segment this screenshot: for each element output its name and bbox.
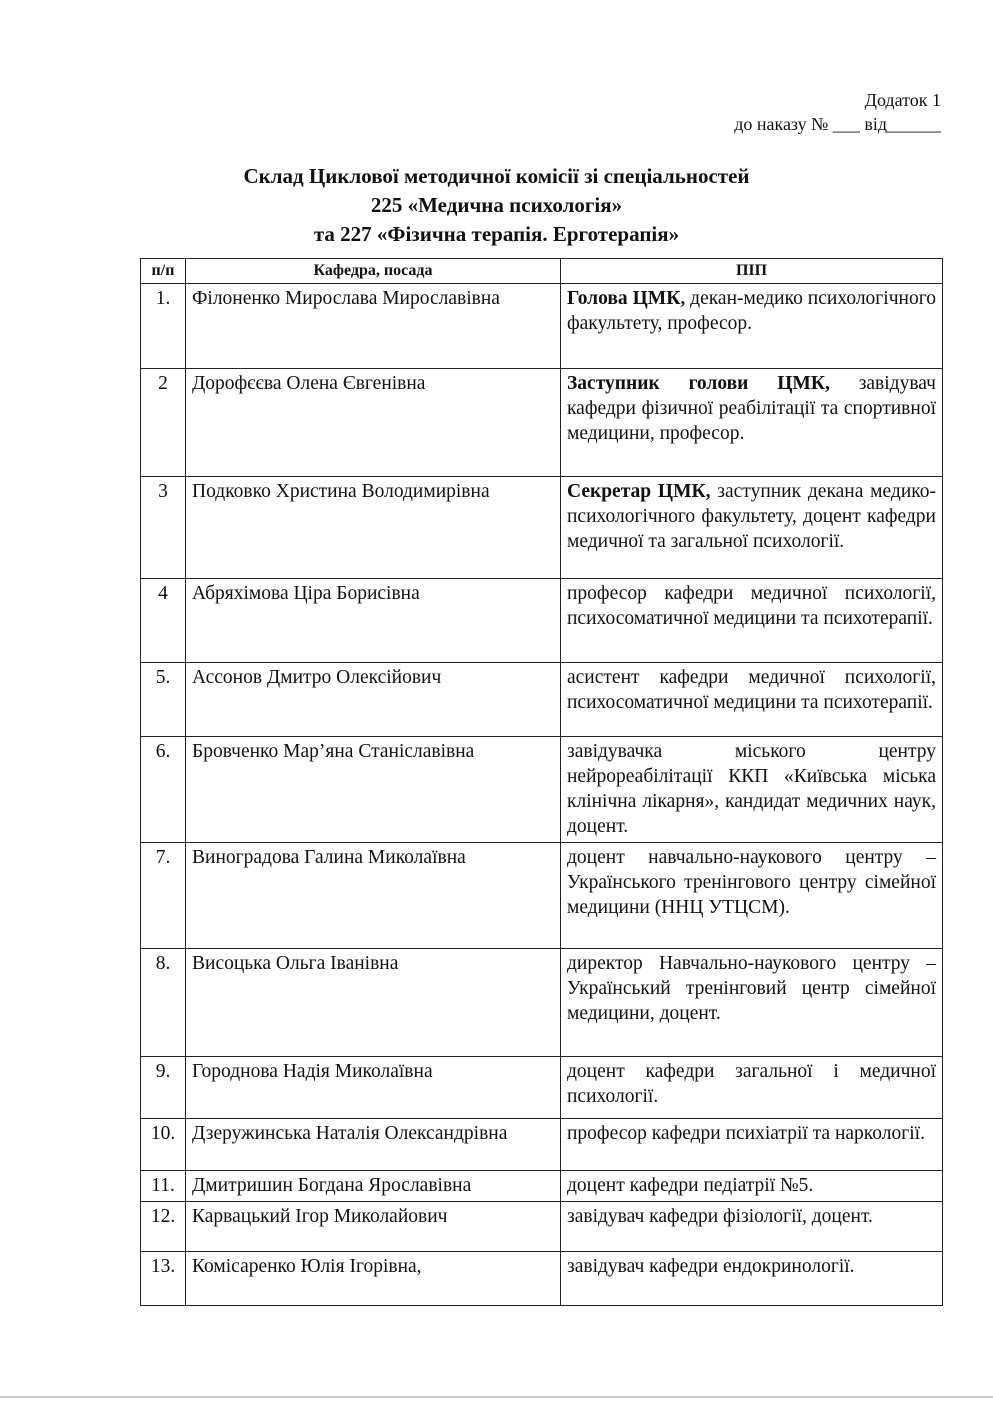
- position-description: заступник декана медико-психологічного факультету, доцент кафедри медичної та загальної психології.: [567, 481, 936, 552]
- member-name: Городнова Надія Миколаївна: [186, 1057, 561, 1119]
- row-number: 11.: [141, 1171, 186, 1202]
- member-position: [561, 737, 943, 843]
- position-description: доцент кафедри педіатрії №5.: [567, 1175, 814, 1196]
- member-position: [561, 843, 943, 949]
- position-description: декан-медико психологічного факультету, професор.: [567, 288, 936, 334]
- document-title: [0, 162, 993, 249]
- row-number: 12.: [141, 1202, 186, 1252]
- member-name: Дзеружинська Наталія Олександрівна: [186, 1119, 561, 1171]
- position-description: професор кафедри медичної психології, психосоматичної медицини та психотерапії.: [567, 583, 936, 629]
- header-number: п/п: [141, 259, 186, 284]
- row-number: 1.: [141, 284, 186, 369]
- member-position: [561, 369, 943, 477]
- member-name: Комісаренко Юлія Ігорівна,: [186, 1252, 561, 1306]
- row-number: 4: [141, 579, 186, 663]
- row-number: 13.: [141, 1252, 186, 1306]
- member-position: [561, 1171, 943, 1202]
- row-number: 5.: [141, 663, 186, 737]
- row-number: 10.: [141, 1119, 186, 1171]
- table-row: [141, 1252, 943, 1306]
- row-number: 2: [141, 369, 186, 477]
- member-position: [561, 949, 943, 1057]
- commission-role: Заступник голови ЦМК,: [567, 373, 830, 394]
- member-position: [561, 1057, 943, 1119]
- member-position: [561, 1202, 943, 1252]
- member-name: Подковко Христина Володимирівна: [186, 477, 561, 579]
- table-row: [141, 663, 943, 737]
- member-name: Карвацький Ігор Миколайович: [186, 1202, 561, 1252]
- row-number: 3: [141, 477, 186, 579]
- table-row: [141, 1057, 943, 1119]
- position-description: завідувач кафедри ендокринології.: [567, 1256, 855, 1277]
- table-row: [141, 369, 943, 477]
- title-line-3: та 227 «Фізична терапія. Ерготерапія»: [313, 222, 680, 246]
- position-description: директор Навчально-наукового центру – Український тренінговий центр сімейної медицини, доцент.: [567, 953, 936, 1024]
- row-number: 7.: [141, 843, 186, 949]
- table-row: [141, 579, 943, 663]
- table-row: [141, 477, 943, 579]
- members-table: [140, 258, 943, 1306]
- member-position: [561, 663, 943, 737]
- member-name: Абряхімова Ціра Борисівна: [186, 579, 561, 663]
- appendix-note: [734, 88, 941, 136]
- member-name: Виноградова Галина Миколаївна: [186, 843, 561, 949]
- commission-role: Голова ЦМК,: [567, 288, 686, 309]
- member-name: Ассонов Дмитро Олексійович: [186, 663, 561, 737]
- member-name: Філоненко Мирослава Мирославівна: [186, 284, 561, 369]
- title-line-1: Склад Циклової методичної комісії зі спеціальностей: [243, 164, 750, 188]
- table-row: [141, 1119, 943, 1171]
- appendix-label: Додаток 1: [864, 90, 941, 110]
- row-number: 8.: [141, 949, 186, 1057]
- member-position: [561, 284, 943, 369]
- row-number: 6.: [141, 737, 186, 843]
- position-description: завідувач кафедри фізіології, доцент.: [567, 1206, 873, 1227]
- member-name: Висоцька Ольга Іванівна: [186, 949, 561, 1057]
- position-description: завідувачка міського центру нейрореабілітації ККП «Київська міська клінічна лікарня», кандидат медичних наук, доцент.: [567, 741, 936, 837]
- member-position: [561, 579, 943, 663]
- member-position: [561, 1119, 943, 1171]
- position-description: професор кафедри психіатрії та наркології.: [567, 1123, 925, 1144]
- table-row: [141, 1171, 943, 1202]
- member-position: [561, 1252, 943, 1306]
- position-description: доцент кафедри загальної і медичної психології.: [567, 1061, 936, 1107]
- page-bottom-edge: [0, 1396, 993, 1398]
- header-name: ПІП: [561, 259, 943, 284]
- title-line-2: 225 «Медична психологія»: [370, 193, 623, 217]
- table-row: [141, 284, 943, 369]
- table-header-row: [141, 259, 943, 284]
- member-name: Дмитришин Богдана Ярославівна: [186, 1171, 561, 1202]
- table-row: [141, 843, 943, 949]
- order-reference: до наказу № ___ від______: [734, 114, 941, 134]
- member-position: [561, 477, 943, 579]
- table-row: [141, 737, 943, 843]
- position-description: асистент кафедри медичної психології, психосоматичної медицини та психотерапії.: [567, 667, 936, 713]
- table-row: [141, 1202, 943, 1252]
- member-name: Дорофєєва Олена Євгенівна: [186, 369, 561, 477]
- table-row: [141, 949, 943, 1057]
- header-department: Кафедра, посада: [186, 259, 561, 284]
- position-description: доцент навчально-наукового центру – Українського тренінгового центру сімейної медицини (ННЦ УТЦСМ).: [567, 847, 936, 918]
- commission-role: Секретар ЦМК,: [567, 481, 711, 502]
- row-number: 9.: [141, 1057, 186, 1119]
- member-name: Бровченко Мар’яна Станіславівна: [186, 737, 561, 843]
- position-description: завідувач кафедри фізичної реабілітації та спортивної медицини, професор.: [567, 373, 936, 444]
